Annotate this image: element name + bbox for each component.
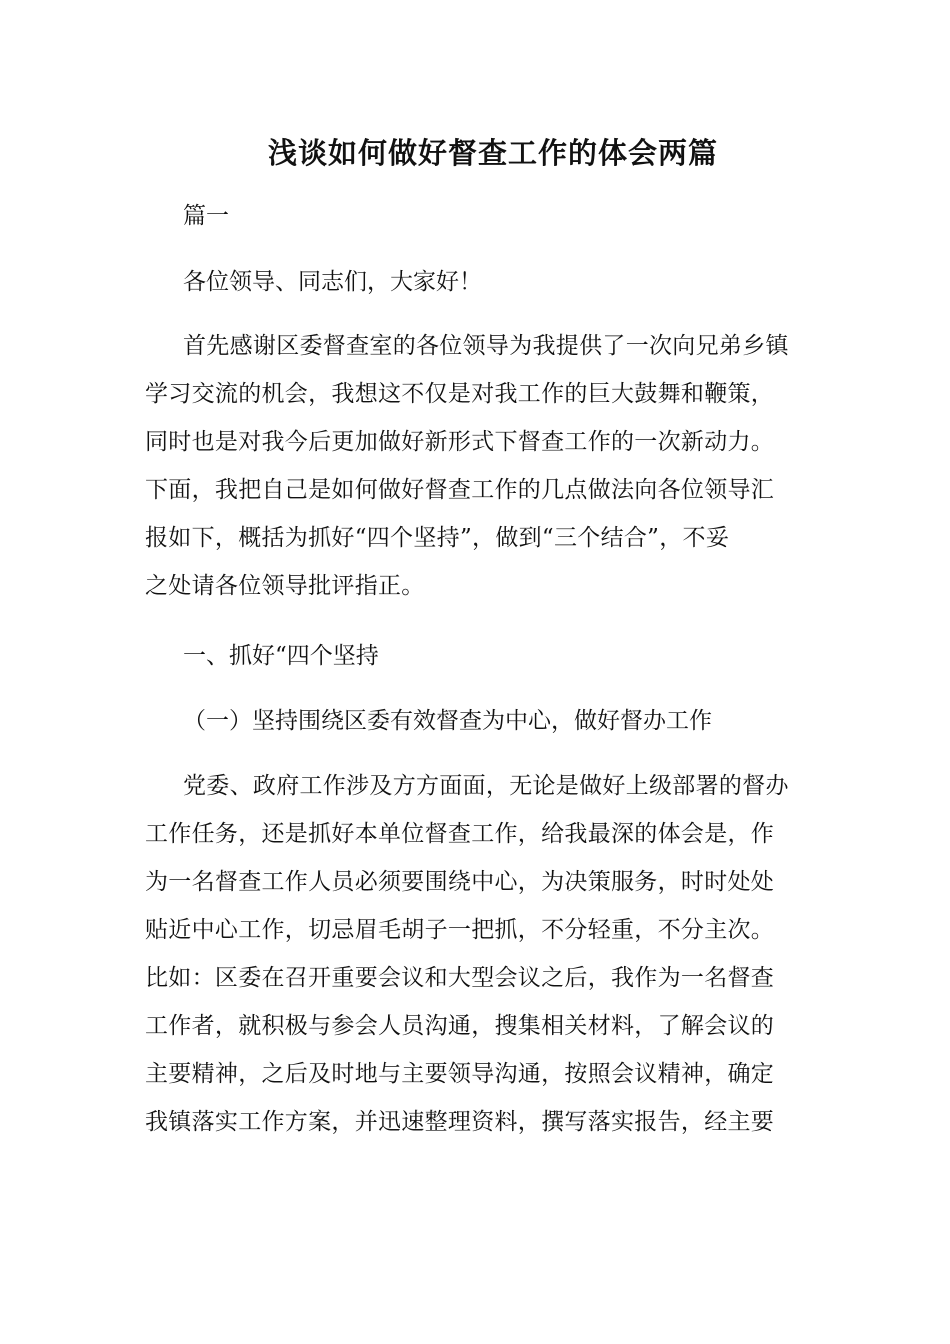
intro-line-5: 报如下，概括为抓好“四个坚持”，做到“三个结合”，不妥 <box>145 525 730 551</box>
body-line-4: 贴近中心工作，切忌眉毛胡子一把抓，不分轻重，不分主次。 <box>145 917 775 943</box>
intro-line-1: 首先感谢区委督查室的各位领导为我提供了一次向兄弟乡镇 <box>183 333 789 359</box>
body-line-8: 我镇落实工作方案，并迅速整理资料，撰写落实报告，经主要 <box>145 1109 775 1135</box>
body-line-2: 工作任务，还是抓好本单位督查工作，给我最深的体会是，作 <box>145 821 775 847</box>
subsection-heading-1-1: （一）坚持围绕区委有效督查为中心，做好督办工作 <box>183 708 712 734</box>
body-line-7: 主要精神，之后及时地与主要领导沟通，按照会议精神，确定 <box>145 1061 775 1087</box>
section-heading-1: 一、抓好“四个坚持 <box>183 643 379 669</box>
greeting-line: 各位领导、同志们，大家好！ <box>183 269 482 295</box>
body-line-6: 工作者，就积极与参会人员沟通，搜集相关材料，了解会议的 <box>145 1013 775 1039</box>
intro-line-4: 下面，我把自己是如何做好督查工作的几点做法向各位领导汇 <box>145 477 775 503</box>
body-paragraph <box>145 762 825 1146</box>
document-title: 浅谈如何做好督查工作的体会两篇 <box>267 136 718 170</box>
intro-line-6: 之处请各位领导批评指正。 <box>145 573 425 599</box>
intro-paragraph <box>145 322 825 610</box>
body-line-5: 比如：区委在召开重要会议和大型会议之后，我作为一名督查 <box>145 965 775 991</box>
body-line-1: 党委、政府工作涉及方方面面，无论是做好上级部署的督办 <box>183 773 789 799</box>
intro-line-2: 学习交流的机会，我想这不仅是对我工作的巨大鼓舞和鞭策， <box>145 381 775 407</box>
part-label: 篇一 <box>183 203 229 229</box>
intro-line-3: 同时也是对我今后更加做好新形式下督查工作的一次新动力。 <box>145 429 775 455</box>
body-line-3: 为一名督查工作人员必须要围绕中心，为决策服务，时时处处 <box>145 869 775 895</box>
